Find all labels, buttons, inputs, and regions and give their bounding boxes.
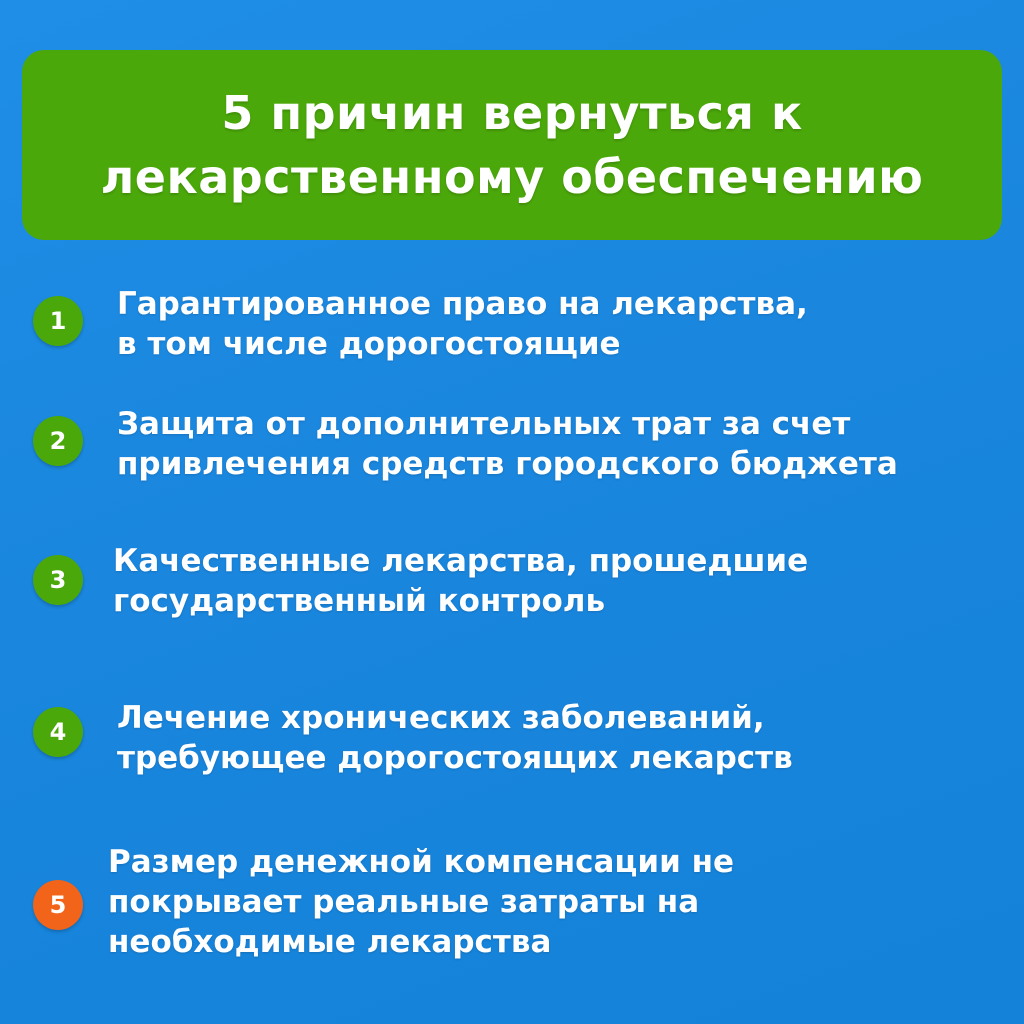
reason-line: необходимые лекарства	[108, 924, 552, 960]
reason-text-5	[108, 842, 734, 962]
badge-number: 3	[49, 566, 67, 594]
reason-text-4	[117, 698, 793, 778]
reason-line: в том числе дорогостоящие	[117, 326, 621, 362]
badge-number: 1	[49, 307, 67, 335]
reason-line: Защита от дополнительных трат за счет	[117, 406, 851, 442]
badge-number: 5	[49, 891, 67, 919]
reason-line: Лечение хронических заболеваний,	[117, 700, 765, 736]
badge-number: 4	[49, 718, 67, 746]
number-badge-3	[33, 555, 83, 605]
number-badge-2	[33, 416, 83, 466]
reason-line: требующее дорогостоящих лекарств	[117, 740, 793, 776]
reason-line: привлечения средств городского бюджета	[117, 446, 898, 482]
reason-line: Размер денежной компенсации не	[108, 844, 735, 880]
reason-text-2	[117, 404, 898, 484]
title-banner	[22, 50, 1002, 240]
number-badge-4	[33, 707, 83, 757]
reason-line: государственный контроль	[113, 583, 606, 619]
title-line-2: лекарственному обеспечению	[100, 150, 924, 204]
badge-number: 2	[49, 427, 67, 455]
reason-line: Качественные лекарства, прошедшие	[113, 543, 809, 579]
reason-line: Гарантированное право на лекарства,	[117, 286, 808, 322]
number-badge-5	[33, 880, 83, 930]
reason-line: покрывает реальные затраты на	[108, 884, 700, 920]
number-badge-1	[33, 296, 83, 346]
title-line-1: 5 причин вернуться к	[221, 86, 803, 140]
reason-text-3	[113, 541, 808, 621]
reason-text-1	[117, 284, 808, 364]
